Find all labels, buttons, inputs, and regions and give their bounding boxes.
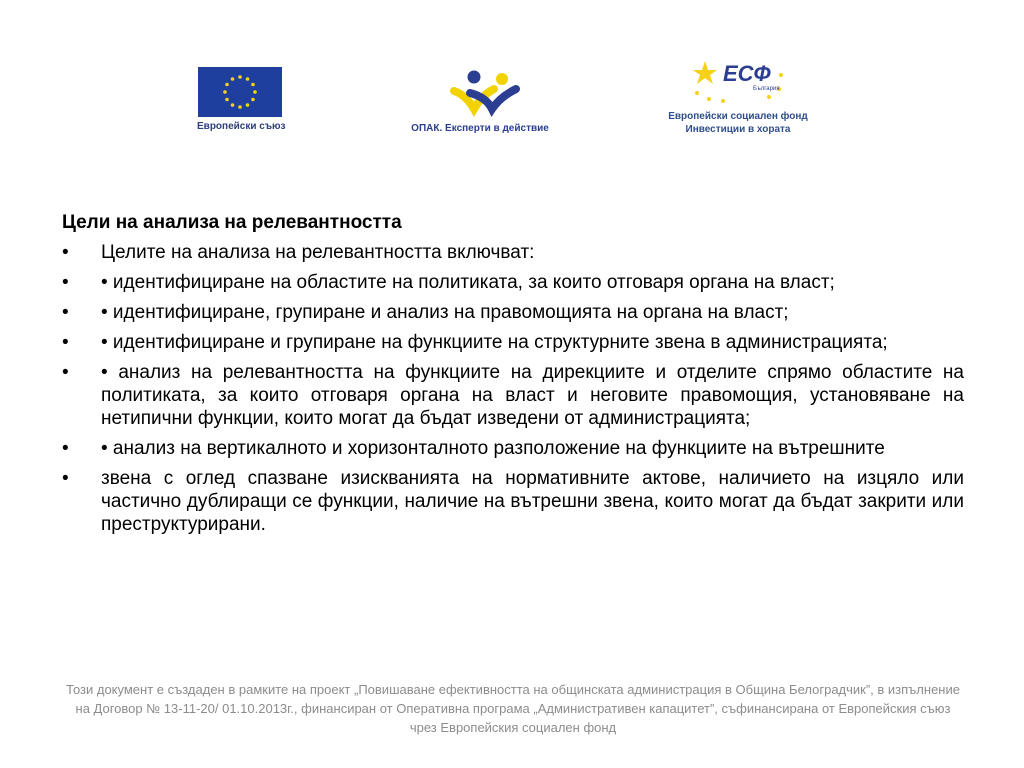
bullet-icon: • [62, 302, 69, 323]
list-item-text: • идентифициране на областите на политиката, за които отговаря органа на власт; [101, 272, 835, 293]
list-item [62, 331, 964, 354]
esf-emblem-icon [683, 57, 793, 107]
eu-star-icon [246, 103, 250, 107]
eu-star-icon [223, 90, 227, 94]
list-item [62, 301, 964, 324]
footer-note: Този документ е създаден в рамките на проект „Повишаване ефективността на общинската администрация в Община Белоградчик”, в изпълнение на Договор № 13-11-20/ 01.10.2013г., финансиран от Оперативна програма „Административен капацитет”, съфинансирана от Европейския съюз чрез Европейския социален фонд [66, 682, 960, 735]
list-item [62, 271, 964, 294]
list-item [62, 361, 964, 430]
eu-star-icon [231, 103, 235, 107]
bullet-icon: • [62, 438, 69, 459]
esf-caption-line1: Европейски социален фонд [668, 111, 808, 122]
list-item [62, 241, 964, 264]
eu-star-icon [225, 98, 229, 102]
list-item-text: • анализ на вертикалното и хоризонталното разположение на функциите на вътрешните [101, 438, 885, 459]
list-item-text: звена с оглед спазване изискванията на нормативните актове, наличието на изцяло или частично дублиращи се функции, наличие на вътрешни звена, които могат да бъдат закрити или преструктурирани. [101, 468, 964, 535]
eu-star-icon [246, 77, 250, 81]
eu-logo [197, 67, 286, 132]
list-item [62, 437, 964, 460]
bullet-icon: • [62, 468, 69, 489]
eu-star-icon [253, 90, 257, 94]
esf-caption-line2: Инвестиции в хората [685, 124, 791, 135]
list-item [62, 467, 964, 536]
bullet-icon: • [62, 242, 69, 263]
list-item-text: Целите на анализа на релевантността включват: [101, 242, 535, 263]
opak-figures-icon [430, 67, 530, 119]
eu-star-icon [251, 98, 255, 102]
logo-bar [0, 55, 1024, 145]
goals-list [62, 241, 964, 536]
eu-star-icon [225, 83, 229, 87]
bullet-icon: • [62, 272, 69, 293]
eu-star-icon [231, 77, 235, 81]
opak-caption: ОПАК. Експерти в действие [411, 123, 549, 134]
list-item-text: • идентифициране и групиране на функциите на структурните звена в администрацията; [101, 332, 888, 353]
section-heading: Цели на анализа на релевантността [62, 212, 402, 233]
eu-star-icon [238, 75, 242, 79]
bullet-icon: • [62, 332, 69, 353]
eu-star-icon [238, 105, 242, 109]
eu-star-icon [251, 83, 255, 87]
bullet-icon: • [62, 362, 69, 383]
eu-flag-icon [198, 67, 282, 117]
esf-logo [668, 57, 808, 135]
main-content [62, 211, 964, 543]
esf-subtitle: България [753, 86, 780, 92]
list-item-text: • идентифициране, групиране и анализ на правомощията на органа на власт; [101, 302, 789, 323]
eu-caption: Европейски съюз [197, 121, 286, 132]
list-item-text: • анализ на релевантността на функциите на дирекциите и отделите спрямо областите на политиката, за които отговаря органа на власт и неговите правомощия, установяване на нетипични функции, които могат да бъдат изведени от администрацията; [101, 362, 964, 429]
esf-title: ЕСФ [723, 61, 771, 86]
opak-logo [410, 67, 550, 134]
